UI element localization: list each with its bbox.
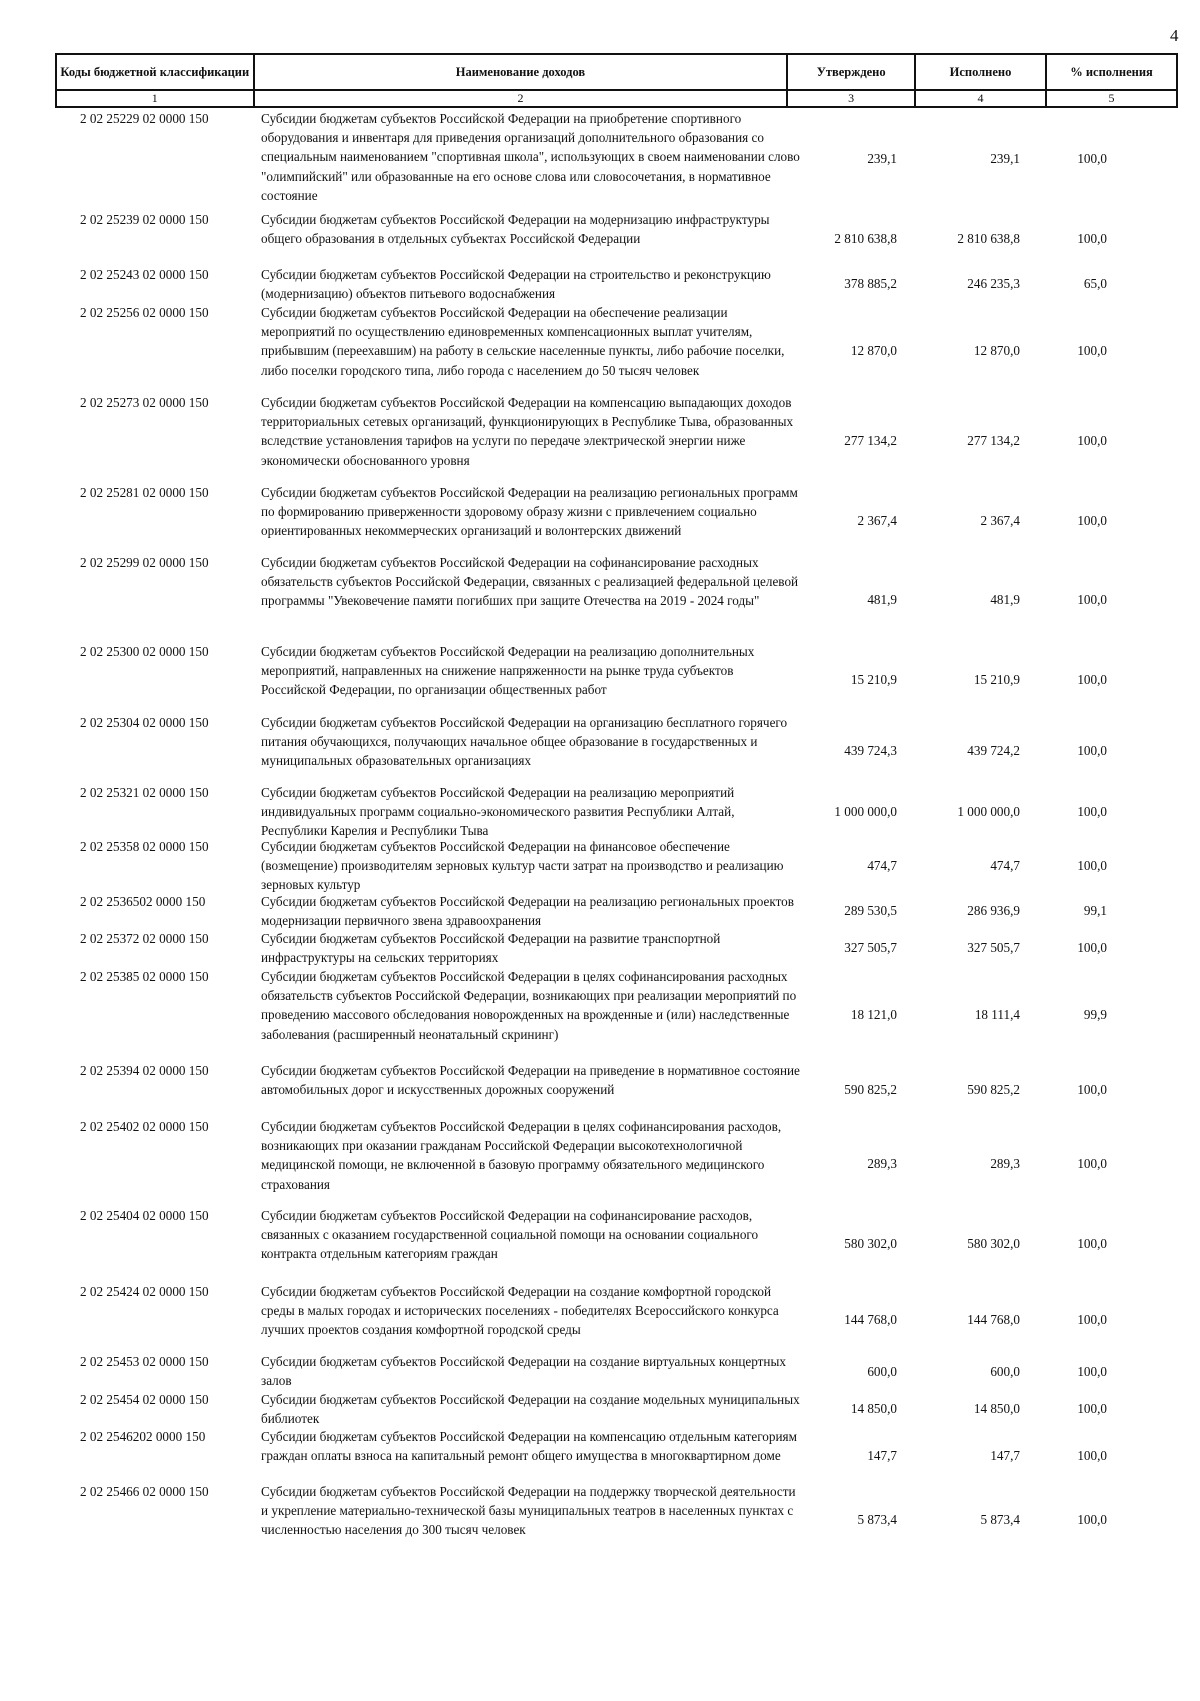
row-code: 2 02 25402 02 0000 150	[80, 1119, 209, 1134]
row-executed: 286 936,9	[967, 903, 1020, 918]
row-approved: 277 134,2	[844, 433, 897, 448]
row-percent: 100,0	[1077, 1236, 1107, 1251]
row-executed: 439 724,2	[967, 743, 1020, 758]
row-percent: 100,0	[1077, 1364, 1107, 1379]
row-approved: 15 210,9	[850, 672, 897, 687]
row-code: 2 02 25239 02 0000 150	[80, 212, 209, 227]
row-executed: 474,7	[990, 858, 1020, 873]
row-name: Субсидии бюджетам субъектов Российской Федерации на создание модельных муниципальных библиотек	[261, 1392, 800, 1427]
row-executed: 580 302,0	[967, 1236, 1020, 1251]
row-percent: 100,0	[1077, 1312, 1107, 1327]
row-percent: 100,0	[1077, 1401, 1107, 1416]
row-name: Субсидии бюджетам субъектов Российской Федерации на компенсацию выпадающих доходов территориальных сетевых организаций, функционирующих в Республике Тыва, образованных вследствие установления тарифов на услуги по передаче электрической энергии ниже экономически обоснованного уровня	[261, 395, 794, 468]
header-name: Наименование доходов	[254, 54, 788, 90]
row-approved: 12 870,0	[850, 343, 897, 358]
row-approved: 580 302,0	[844, 1236, 897, 1251]
row-percent: 100,0	[1077, 743, 1107, 758]
row-executed: 327 505,7	[967, 940, 1020, 955]
row-approved: 289 530,5	[844, 903, 897, 918]
row-code: 2 02 25453 02 0000 150	[80, 1354, 209, 1369]
row-code: 2 02 25466 02 0000 150	[80, 1484, 209, 1499]
row-executed: 2 367,4	[980, 513, 1020, 528]
row-approved: 590 825,2	[844, 1082, 897, 1097]
row-executed: 5 873,4	[980, 1512, 1020, 1527]
row-executed: 277 134,2	[967, 433, 1020, 448]
header-number-3: 3	[787, 90, 915, 107]
row-code: 2 02 25256 02 0000 150	[80, 305, 209, 320]
header-number-4: 4	[915, 90, 1046, 107]
header-number-5: 5	[1046, 90, 1177, 107]
row-percent: 100,0	[1077, 231, 1107, 246]
row-executed: 239,1	[990, 151, 1020, 166]
row-executed: 2 810 638,8	[957, 231, 1020, 246]
row-approved: 18 121,0	[850, 1007, 897, 1022]
row-executed: 18 111,4	[974, 1007, 1020, 1022]
row-approved: 327 505,7	[844, 940, 897, 955]
row-code: 2 02 25394 02 0000 150	[80, 1063, 209, 1078]
row-executed: 246 235,3	[967, 276, 1020, 291]
row-approved: 481,9	[867, 592, 897, 607]
row-name: Субсидии бюджетам субъектов Российской Федерации в целях софинансирования расходных обязательств субъектов Российской Федерации, возникающих при реализации мероприятий по проведению массового обследования новорожденных на врожденные и (или) наследственные заболевания (расширенный неонатальный скрининг)	[261, 969, 797, 1042]
row-approved: 147,7	[867, 1448, 897, 1463]
row-percent: 100,0	[1077, 433, 1107, 448]
row-percent: 100,0	[1077, 1448, 1107, 1463]
row-percent: 100,0	[1077, 804, 1107, 819]
row-approved: 2 810 638,8	[834, 231, 897, 246]
row-code: 2 02 2536502 0000 150	[80, 894, 206, 909]
row-approved: 474,7	[867, 858, 897, 873]
row-percent: 100,0	[1077, 592, 1107, 607]
row-executed: 15 210,9	[973, 672, 1020, 687]
row-percent: 100,0	[1077, 343, 1107, 358]
row-name: Субсидии бюджетам субъектов Российской Федерации в целях софинансирования расходов, возникающих при оказании гражданам Российской Федерации высокотехнологичной медицинской помощи, не включенной в базовую программу обязательного медицинского страхования	[261, 1119, 782, 1192]
row-code: 2 02 25273 02 0000 150	[80, 395, 209, 410]
row-name: Субсидии бюджетам субъектов Российской Федерации на софинансирование расходных обязательств субъектов Российской Федерации, связанных с реализацией федеральной целевой программы "Увековечение памяти погибших при защите Отечества на 2019 - 2024 годы"	[261, 555, 799, 609]
row-executed: 600,0	[990, 1364, 1020, 1379]
row-name: Субсидии бюджетам субъектов Российской Федерации на модернизацию инфраструктуры общего образования в отдельных субъектах Российской Федерации	[261, 212, 770, 247]
row-approved: 239,1	[867, 151, 897, 166]
row-code: 2 02 25321 02 0000 150	[80, 785, 209, 800]
row-name: Субсидии бюджетам субъектов Российской Федерации на приобретение спортивного оборудования и инвентаря для приведения организаций дополнительного образования со специальным наименованием "спортивная школа", использующих в своем наименовании слово "олимпийский" или образованные на его основе слова или словосочетания, в нормативное состояние	[261, 111, 800, 203]
row-executed: 481,9	[990, 592, 1020, 607]
row-percent: 100,0	[1077, 940, 1107, 955]
row-percent: 99,1	[1083, 903, 1107, 918]
row-code: 2 02 25372 02 0000 150	[80, 931, 209, 946]
row-approved: 14 850,0	[850, 1401, 897, 1416]
row-executed: 1 000 000,0	[957, 804, 1020, 819]
row-percent: 100,0	[1077, 1082, 1107, 1097]
header-executed: Исполнено	[915, 54, 1046, 90]
row-approved: 1 000 000,0	[834, 804, 897, 819]
row-executed: 147,7	[990, 1448, 1020, 1463]
row-approved: 144 768,0	[844, 1312, 897, 1327]
row-name: Субсидии бюджетам субъектов Российской Федерации на реализацию дополнительных мероприятий, направленных на снижение напряженности на рынке труда субъектов Российской Федерации, по организации общественных работ	[261, 644, 755, 698]
header-codes: Коды бюджетной классификации	[56, 54, 254, 90]
row-code: 2 02 25243 02 0000 150	[80, 267, 209, 282]
row-code: 2 02 25404 02 0000 150	[80, 1208, 209, 1223]
row-name: Субсидии бюджетам субъектов Российской Федерации на обеспечение реализации мероприятий по осуществлению единовременных компенсационных выплат учителям, прибывшим (переехавшим) на работу в сельские населенные пункты, либо рабочие поселки, либо поселки городского типа, либо города с населением до 50 тысяч человек	[261, 305, 785, 378]
row-name: Субсидии бюджетам субъектов Российской Федерации на приведение в нормативное состояние автомобильных дорог и искусственных дорожных сооружений	[261, 1063, 800, 1098]
row-name: Субсидии бюджетам субъектов Российской Федерации на реализацию региональных проектов модернизации первичного звена здравоохранения	[261, 894, 794, 929]
row-name: Субсидии бюджетам субъектов Российской Федерации на создание комфортной городской среды в малых городах и исторических поселениях - победителях Всероссийского конкурса лучших проектов создания комфортной городской среды	[261, 1284, 779, 1338]
row-code: 2 02 25454 02 0000 150	[80, 1392, 209, 1407]
row-name: Субсидии бюджетам субъектов Российской Федерации на финансовое обеспечение (возмещение) производителям зерновых культур части затрат на производство и реализацию зерновых культур	[261, 839, 784, 893]
row-executed: 12 870,0	[973, 343, 1020, 358]
row-percent: 100,0	[1077, 1156, 1107, 1171]
row-code: 2 02 25358 02 0000 150	[80, 839, 209, 854]
row-name: Субсидии бюджетам субъектов Российской Федерации на развитие транспортной инфраструктуры на сельских территориях	[261, 931, 721, 966]
row-code: 2 02 2546202 0000 150	[80, 1429, 206, 1444]
row-percent: 100,0	[1077, 672, 1107, 687]
header-number-2: 2	[254, 90, 788, 107]
row-name: Субсидии бюджетам субъектов Российской Федерации на организацию бесплатного горячего питания обучающихся, получающих начальное общее образование в государственных и муниципальных образовательных организациях	[261, 715, 788, 769]
row-approved: 289,3	[867, 1156, 897, 1171]
row-executed: 14 850,0	[973, 1401, 1020, 1416]
row-approved: 439 724,3	[844, 743, 897, 758]
row-approved: 378 885,2	[844, 276, 897, 291]
row-percent: 100,0	[1077, 513, 1107, 528]
row-name: Субсидии бюджетам субъектов Российской Федерации на строительство и реконструкцию (модернизацию) объектов питьевого водоснабжения	[261, 267, 771, 302]
table-header	[55, 53, 1178, 108]
row-name: Субсидии бюджетам субъектов Российской Федерации на реализацию мероприятий индивидуальных программ социально-экономического развития Республики Алтай, Республики Карелия и Республики Тыва	[261, 785, 735, 839]
row-percent: 65,0	[1083, 276, 1107, 291]
row-approved: 600,0	[867, 1364, 897, 1379]
row-executed: 144 768,0	[967, 1312, 1020, 1327]
row-approved: 5 873,4	[857, 1512, 897, 1527]
page-number: 4	[1170, 26, 1179, 45]
row-name: Субсидии бюджетам субъектов Российской Федерации на поддержку творческой деятельности и укрепление материально-технической базы муниципальных театров в населенных пунктах с численностью населения до 300 тысяч человек	[261, 1484, 796, 1538]
row-approved: 2 367,4	[857, 513, 897, 528]
row-percent: 100,0	[1077, 1512, 1107, 1527]
row-code: 2 02 25385 02 0000 150	[80, 969, 209, 984]
row-name: Субсидии бюджетам субъектов Российской Федерации на реализацию региональных программ по формированию приверженности здоровому образу жизни с привлечением социально ориентированных некоммерческих организаций и волонтерских движений	[261, 485, 798, 539]
row-percent: 100,0	[1077, 858, 1107, 873]
header-percent: % исполнения	[1046, 54, 1177, 90]
header-number-1: 1	[56, 90, 254, 107]
row-code: 2 02 25281 02 0000 150	[80, 485, 209, 500]
row-name: Субсидии бюджетам субъектов Российской Федерации на софинансирование расходов, связанных с оказанием государственной социальной помощи на основании социального контракта отдельным категориям граждан	[261, 1208, 759, 1262]
row-name: Субсидии бюджетам субъектов Российской Федерации на создание виртуальных концертных залов	[261, 1354, 786, 1389]
row-code: 2 02 25304 02 0000 150	[80, 715, 209, 730]
row-percent: 100,0	[1077, 151, 1107, 166]
row-executed: 289,3	[990, 1156, 1020, 1171]
row-code: 2 02 25424 02 0000 150	[80, 1284, 209, 1299]
row-name: Субсидии бюджетам субъектов Российской Федерации на компенсацию отдельным категориям граждан оплаты взноса на капитальный ремонт общего имущества в многоквартирном доме	[261, 1429, 797, 1464]
row-percent: 99,9	[1083, 1007, 1107, 1022]
row-executed: 590 825,2	[967, 1082, 1020, 1097]
row-code: 2 02 25299 02 0000 150	[80, 555, 209, 570]
header-approved: Утверждено	[787, 54, 915, 90]
row-code: 2 02 25229 02 0000 150	[80, 111, 209, 126]
row-code: 2 02 25300 02 0000 150	[80, 644, 209, 659]
